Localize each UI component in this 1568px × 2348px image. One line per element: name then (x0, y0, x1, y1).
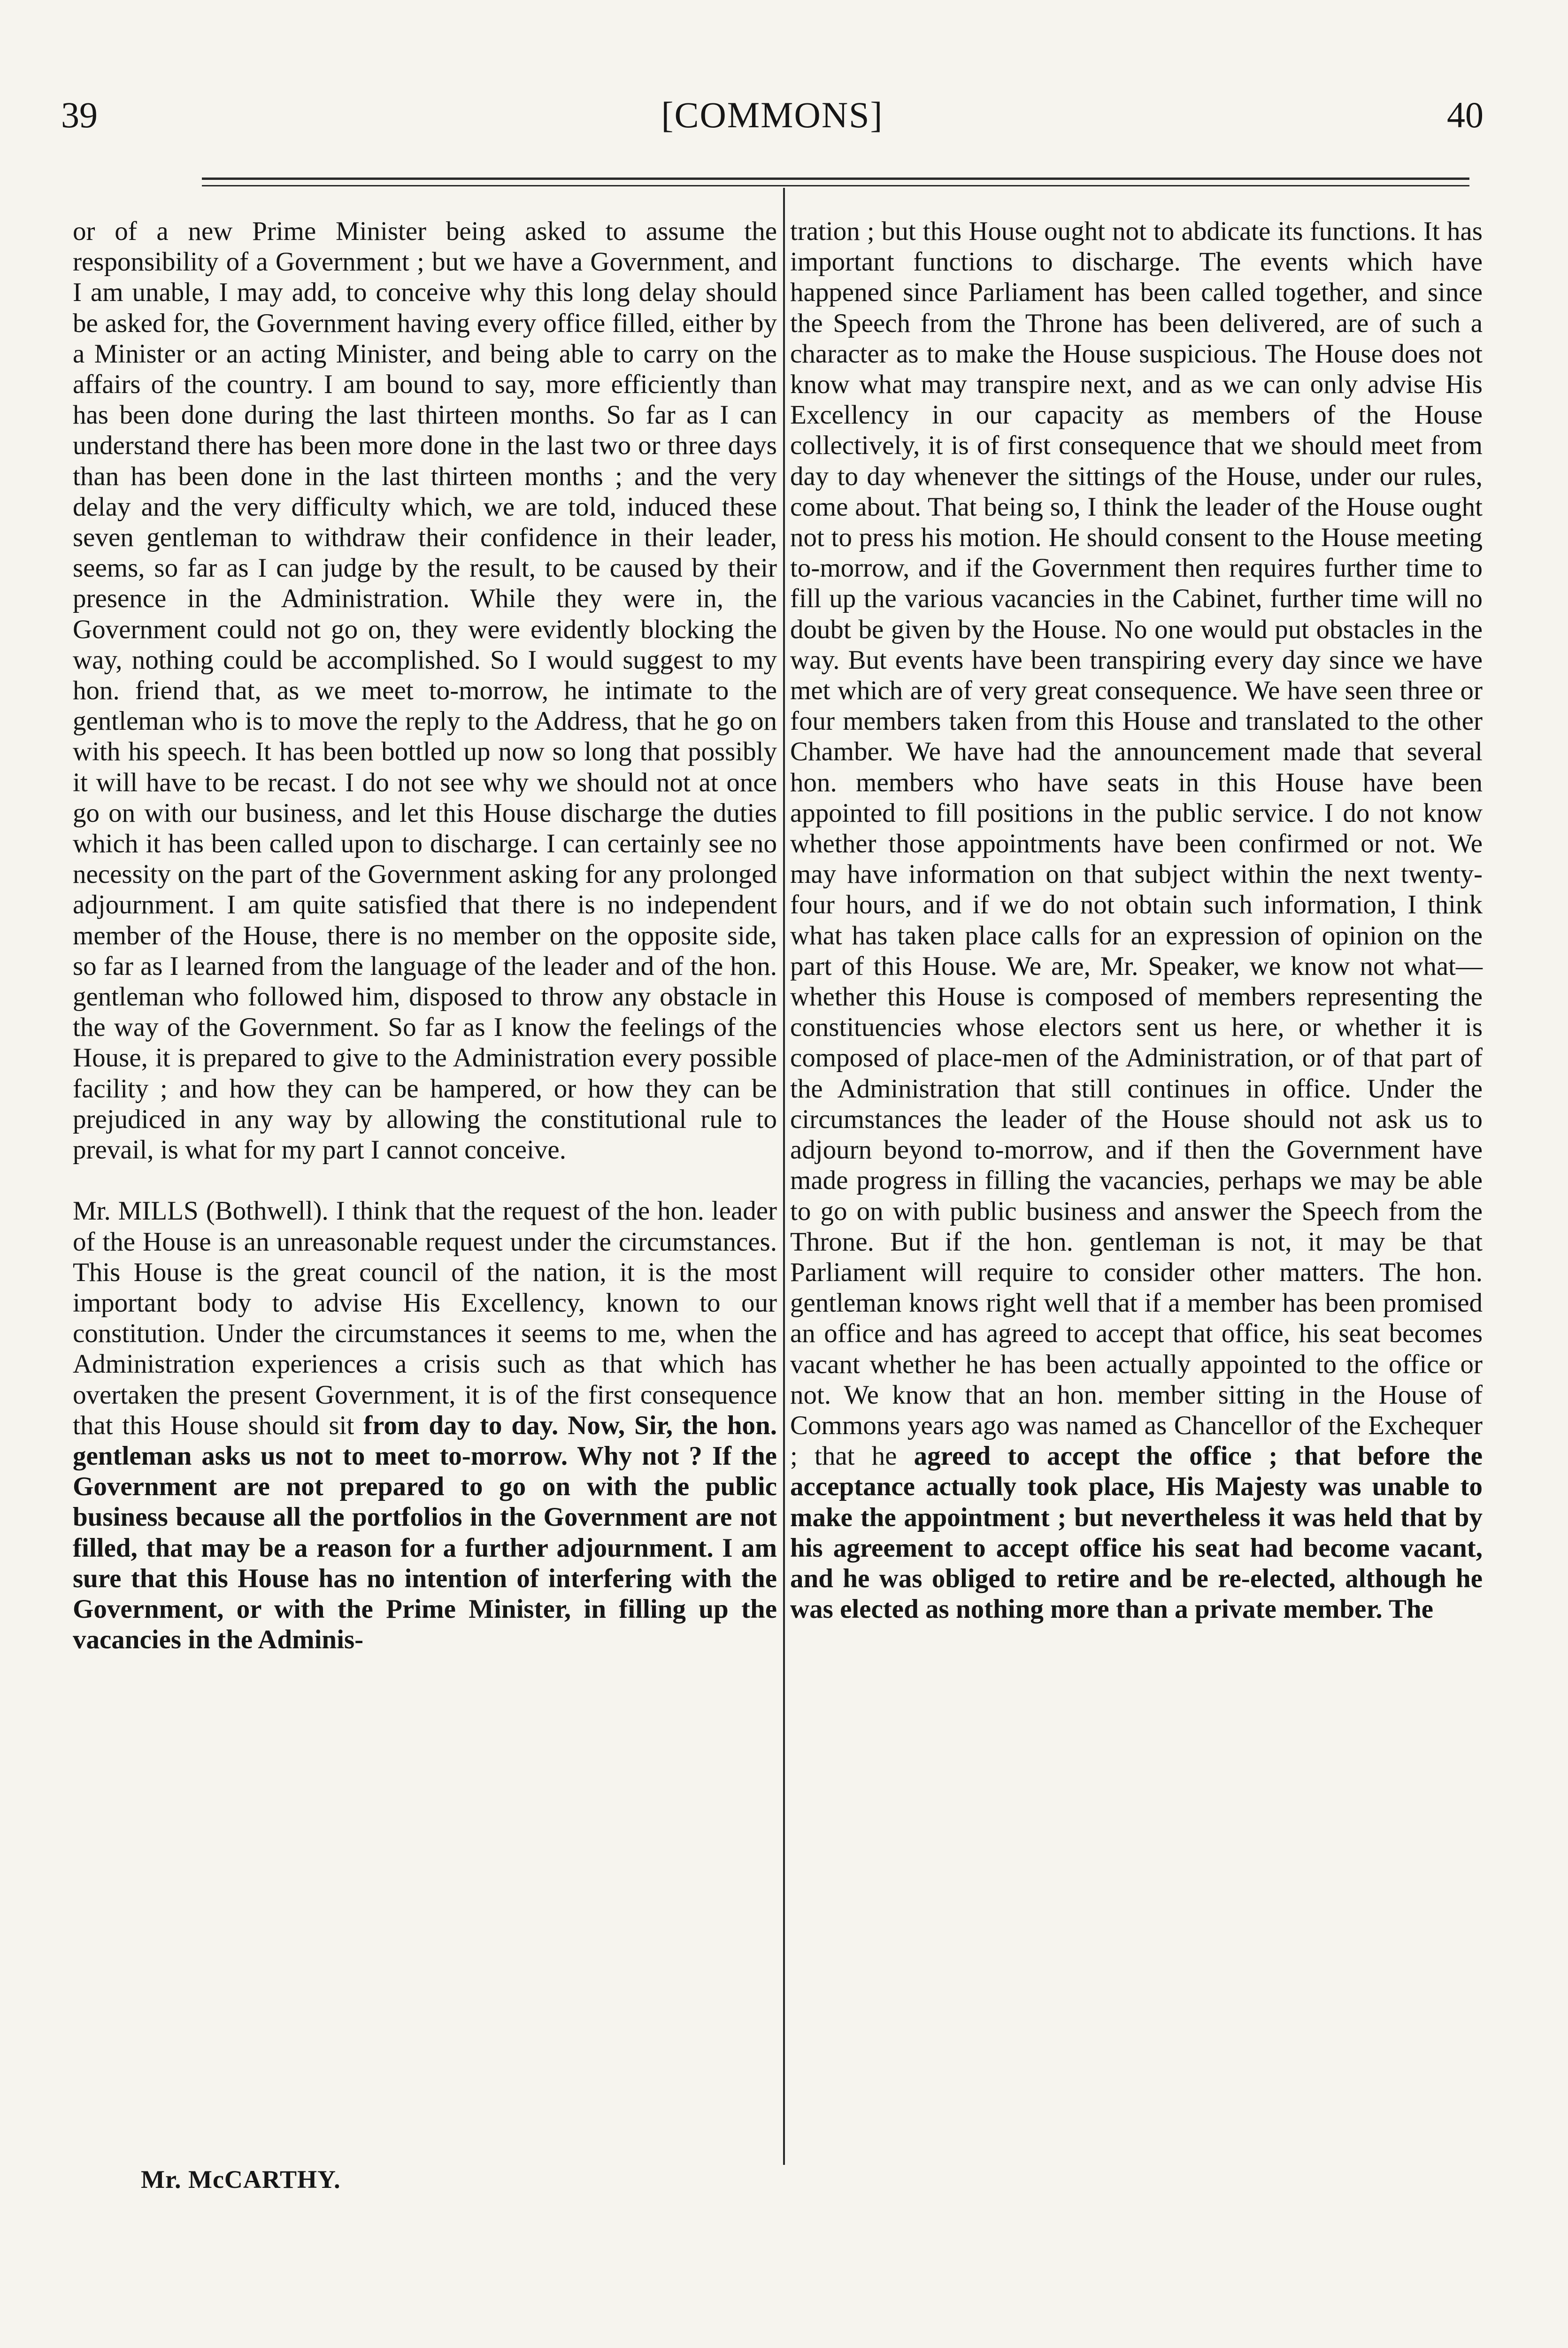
running-title: [COMMONS] (661, 94, 884, 135)
left-paragraph-2-bold-text: from day to day. Now, Sir, the hon. gentleman asks us not to meet to-morrow. Why not ? If the Government are not prepared to go on with the public business because all the portfolios in the Government are not filled, that may be a reason for a further adjournment. I am sure that this House has no intention of interfering with the Government, or with the Prime Minister, in filling up the vacancies in the Adminis- (73, 1410, 777, 1655)
right-paragraph-1-bold-text: agreed to accept the office ; that before the acceptance actually took place, His Majesty was unable to make the appointment ; but nevertheless it was held that by his agreement to accept office his seat had become vacant, and he was obliged to retire and be re-elected, although he was elected as nothing more than a private member. The (790, 1441, 1483, 1624)
footer-speaker-name: Mr. McCARTHY. (141, 2165, 341, 2194)
right-paragraph-1 (790, 216, 1483, 1624)
left-paragraph-2-text: Mr. MILLS (Bothwell). I think that the request of the hon. leader of the House is an unreasonable request under the circumstances. This House is the great council of the nation, it is the most important body to advise His Excellency, known to our constitution. Under the circumstances it seems to me, when the Administration experiences a crisis such as that which has overtaken the present Government, it is of the first consequence that this House should sit (73, 1196, 777, 1440)
header-rule-top (202, 178, 1469, 180)
page-number-right: 40 (1447, 94, 1483, 135)
right-paragraph-1-text: tration ; but this House ought not to abdicate its functions. It has important functions to discharge. The events which have happened since Parliament has been called together, and since the Speech from the Throne has been delivered, are of such a character as to make the House suspicious. The House does not know what may transpire next, and as we can only advise His Excellency in our capacity as members of the House collectively, it is of first consequence that we should meet from day to day whenever the sittings of the House, under our rules, come about. That being so, I think the leader of the House ought not to press his motion. He should consent to the House meeting to-morrow, and if the Government then requires further time to fill up the various vacancies in the Cabinet, further time will no doubt be given by the House. No one would put obstacles in the way. But events have been transpiring every day since we have met which are of very great consequence. We have seen three or four members taken from this House and translated to the other Chamber. We have had the announcement made that several hon. members who have seats in this House have been appointed to fill positions in the public service. I do not know whether those appointments have been confirmed or not. We may have information on that subject within the next twenty-four hours, and if we do not obtain such information, I think what has taken place calls for an expression of opinion on the part of this House. We are, Mr. Speaker, we know not what—whether this House is composed of members representing the constituencies whose electors sent us here, or whether it is composed of place-men of the Administration, or of that part of the Administration that still continues in office. Under the circumstances the leader of the House should not ask us to adjourn beyond to-morrow, and if then the Government have made progress in filling the vacancies, perhaps we may be able to go on with public business and answer the Speech from the Throne. But if the hon. gentleman is not, it may be that Parliament will require to consider other matters. The hon. gentleman knows right well that if a member has been promised an office and has agreed to accept that office, his seat becomes vacant whether he has been actually appointed to the office or not. We know that an hon. member sitting in the House of Commons years ago was named as Chancellor of the Exchequer ; that he (790, 216, 1483, 1471)
column-divider (783, 188, 785, 2165)
right-column (790, 216, 1483, 1624)
page-number-left: 39 (61, 94, 98, 135)
page-header (61, 80, 1483, 150)
left-paragraph-1: or of a new Prime Minister being asked to assume the responsibility of a Government ; but we have a Government, and I am unable, I may add, to conceive why this long delay should be asked for, the Government having every office filled, either by a Minister or an acting Minister, and being able to carry on the affairs of the country. I am bound to say, more efficiently than has been done during the last thirteen months. So far as I can understand there has been more done in the last two or three days than has been done in the last thirteen months ; and the very delay and the very difficulty which, we are told, induced these seven gentleman to withdraw their confidence in their leader, seems, so far as I can judge by the result, to be caused by their presence in the Administration. While they were in, the Government could not go on, they were evidently blocking the way, nothing could be accomplished. So I would suggest to my hon. friend that, as we meet to-morrow, he intimate to the gentleman who is to move the reply to the Address, that he go on with his speech. It has been bottled up now so long that possibly it will have to be recast. I do not see why we should not at once go on with our business, and let this House discharge the duties which it has been called upon to discharge. I can certainly see no necessity on the part of the Government asking for any prolonged adjournment. I am quite satisfied that there is no independent member of the House, there is no member on the opposite side, so far as I learned from the language of the leader and of the hon. gentleman who followed him, disposed to throw any obstacle in the way of the Government. So far as I know the feelings of the House, it is prepared to give to the Administration every possible facility ; and how they can be hampered, or how they can be prejudiced in any way by allowing the constitutional rule to prevail, is what for my part I cannot conceive. (73, 216, 777, 1165)
left-paragraph-2 (73, 1196, 777, 1655)
left-column (73, 216, 777, 1655)
header-rule-bottom (202, 185, 1469, 186)
